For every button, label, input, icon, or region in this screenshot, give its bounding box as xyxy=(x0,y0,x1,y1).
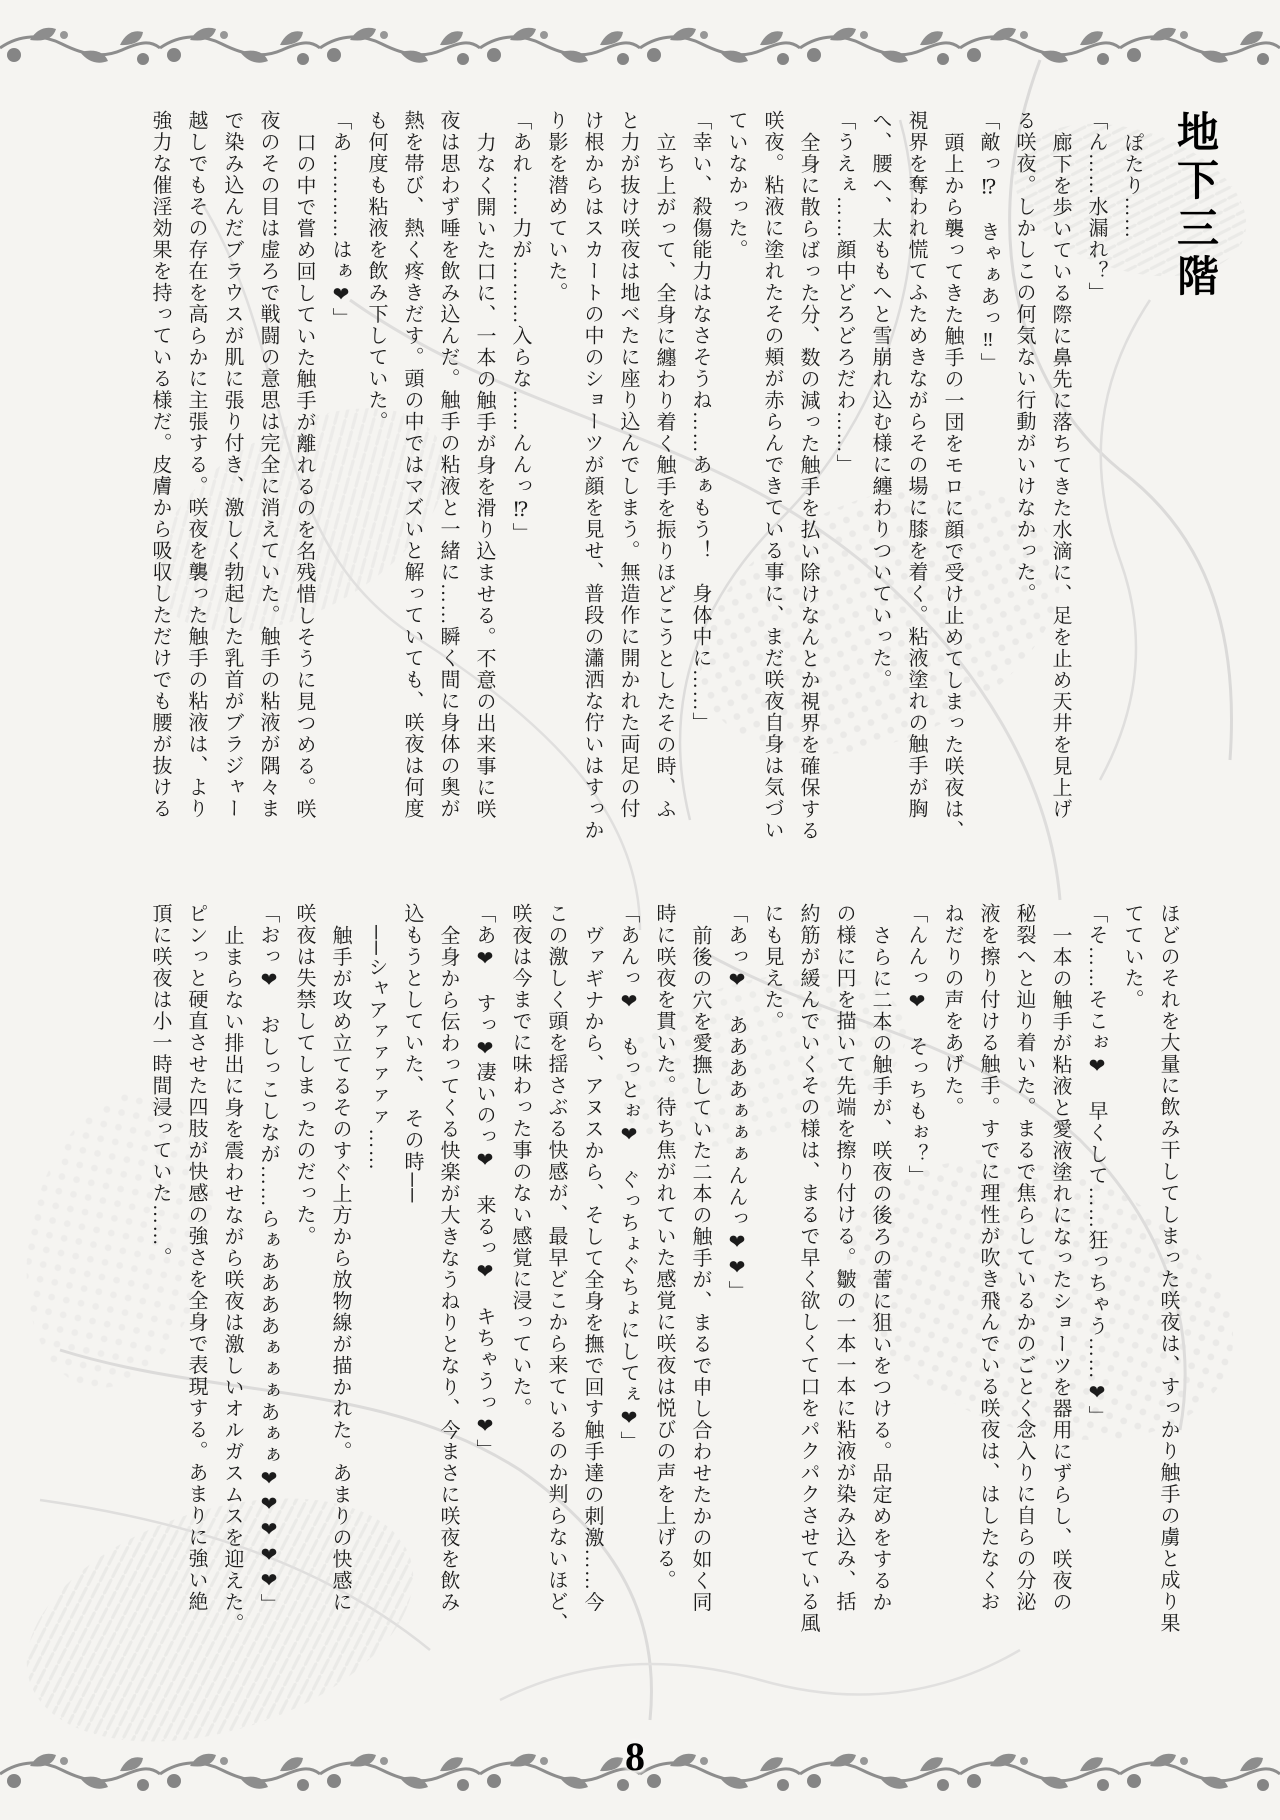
text-column: 液を擦り付ける触手。すでに理性が吹き飛んでいる咲夜は、はしたなくお xyxy=(977,903,999,1613)
text-column: 立ち上がって、全身に纏わり着く触手を振りほどこうとしたその時、ふ xyxy=(653,132,675,820)
text-column: り影を潜めていた。 xyxy=(545,110,567,304)
text-column: る咲夜。しかしこの何気ない行動がいけなかった。 xyxy=(1013,110,1035,605)
story-text-block-top xyxy=(142,110,1220,900)
page-title: 地下三階 xyxy=(1171,110,1217,302)
text-column: 「あ❤ すっ❤凄いのっ❤ 来るっ❤ キちゃうっ❤」 xyxy=(473,903,495,1461)
text-column: ヴァギナから、アヌスから、そして全身を撫で回す触手達の刺激……今 xyxy=(581,925,603,1613)
text-column: 「あっ❤ ああああぁぁぁんんっ❤❤」 xyxy=(725,903,747,1302)
text-column: 触手が攻め立てるそのすぐ上方から放物線が描かれた。あまりの快感に xyxy=(329,925,351,1613)
text-column: ねだりの声をあげた。 xyxy=(941,903,963,1118)
text-column: の様に円を描いて先端を擦り付ける。皺の一本一本に粘液が染み込み、括 xyxy=(833,903,855,1613)
text-column: 一本の触手が粘液と愛液塗れになったショーツを器用にずらし、咲夜の xyxy=(1049,925,1071,1613)
text-column: 越しでもその存在を高らかに主張する。咲夜を襲った触手の粘液は、より xyxy=(185,110,207,820)
story-text-block-bottom xyxy=(142,903,1186,1653)
text-column: 約筋が緩んでいくその様は、まるで早く欲しくて口をパクパクさせている風 xyxy=(797,903,819,1634)
text-column: 口の中で嘗め回していた触手が離れるのを名残惜しそうに見つめる。咲 xyxy=(293,132,315,820)
text-column: け根からはスカートの中のショーツが顔を見せ、普段の瀟洒な佇いはすっか xyxy=(581,110,603,841)
text-column: 熱を帯び、熱く疼きだす。頭の中ではマズいと解っていても、咲夜は何度 xyxy=(401,110,423,820)
text-column: ぽたり…… xyxy=(1121,132,1143,240)
text-column: この激しく頭を揺さぶる快感が、最早どこから来ているのか判らないほど、 xyxy=(545,903,567,1634)
text-column: 全身に散らばった分、数の減った触手を払い除けなんとか視界を確保する xyxy=(797,132,819,842)
text-column: 「敵っ⁉ きゃぁあっ‼」 xyxy=(977,110,999,374)
text-column: 前後の穴を愛撫していた二本の触手が、まるで申し合わせたかの如く同 xyxy=(689,925,711,1613)
text-column: 「ん……水漏れ？」 xyxy=(1085,110,1107,304)
text-column: へ、腰へ、太ももへと雪崩れ込む様に纏わりついていった。 xyxy=(869,110,891,691)
text-column: 「うえぇ……顔中どろどろだわ……」 xyxy=(833,110,855,476)
text-column: で染み込んだブラウスが肌に張り付き、激しく勃起した乳首がブラジャー xyxy=(221,110,243,820)
text-column: 止まらない排出に身を震わせながら咲夜は激しいオルガスムスを迎えた。 xyxy=(221,925,243,1635)
text-column: 咲夜は今までに味わった事のない感覚に浸っていた。 xyxy=(509,903,531,1419)
text-column: 全身から伝わってくる快楽が大きなうねりとなり、今まさに咲夜を飲み xyxy=(437,925,459,1613)
text-column: ていなかった。 xyxy=(725,110,747,261)
text-column: 夜は思わず唾を飲み込んだ。触手の粘液と一緒に……瞬く間に身体の奥が xyxy=(437,110,459,820)
text-column: 強力な催淫効果を持っている様だ。皮膚から吸収しただけでも腰が抜ける xyxy=(149,110,171,820)
text-column: さらに二本の触手が、咲夜の後ろの蕾に狙いをつける。品定めをするか xyxy=(869,925,891,1613)
text-column: 「そ……そこぉ❤ 早くして……狂っちゃう……❤」 xyxy=(1085,903,1107,1427)
text-column: 「んんっ❤ そっちもぉ？」 xyxy=(905,903,927,1187)
text-column: ピンっと硬直させた四肢が快感の強さを全身で表現する。あまりに強い絶 xyxy=(185,903,207,1613)
text-column: 夜のその目は虚ろで戦闘の意思は完全に消えていた。触手の粘液が隅々ま xyxy=(257,110,279,820)
text-column: 頂に咲夜は小一時間浸っていた……。 xyxy=(149,903,171,1269)
text-column: ──シャアァァァァァ…… xyxy=(365,925,387,1172)
text-column: 「あんっ❤ もっとぉ❤ ぐっちょぐちょにしてぇ❤」 xyxy=(617,903,639,1453)
text-column: 咲夜。粘液に塗れたその頬が赤らんできている事に、まだ咲夜自身は気づい xyxy=(761,110,783,841)
text-column: 力なく開いた口に、一本の触手が身を滑り込ませる。不意の出来事に咲 xyxy=(473,132,495,820)
vine-border-top xyxy=(0,14,1280,70)
text-column: と力が抜け咲夜は地べたに座り込んでしまう。無造作に開かれた両足の付 xyxy=(617,110,639,820)
text-column: 秘裂へと辿り着いた。まるで焦らしているかのごとく念入りに自らの分泌 xyxy=(1013,903,1035,1613)
text-column: にも見えた。 xyxy=(761,903,783,1032)
text-column: 咲夜は失禁してしまったのだった。 xyxy=(293,903,315,1247)
text-column: 「あ…………はぁ❤」 xyxy=(329,110,351,329)
text-column: てていた。 xyxy=(1121,903,1143,1011)
text-column: ほどのそれを大量に飲み干してしまった咲夜は、すっかり触手の虜と成り果 xyxy=(1157,903,1179,1634)
text-column: 時に咲夜を貫いた。待ち焦がれていた感覚に咲夜は悦びの声を上げる。 xyxy=(653,903,675,1591)
text-column: 「おっ❤ おしっこしなが……らぁああああぁぁぁあぁぁ❤❤❤❤❤」 xyxy=(257,903,279,1615)
text-column: 込もうとしていた、 その時── xyxy=(401,903,423,1204)
text-column: 頭上から襲ってきた触手の一団をモロに顔で受け止めてしまった咲夜は、 xyxy=(941,132,963,842)
text-column: 「幸い、殺傷能力はなさそうね……あぁもう！ 身体中に……」 xyxy=(689,110,711,734)
text-column: も何度も粘液を飲み下していた。 xyxy=(365,110,387,433)
text-column: 廊下を歩いている際に鼻先に落ちてきた水滴に、足を止め天井を見上げ xyxy=(1049,132,1071,820)
page-number: 8 xyxy=(625,1734,645,1779)
text-column: 視界を奪われ慌てふためきながらその場に膝を着く。粘液塗れの触手が胸 xyxy=(905,110,927,820)
text-column: 「あれ……力が………入らな……んんっ⁉」 xyxy=(509,110,531,544)
